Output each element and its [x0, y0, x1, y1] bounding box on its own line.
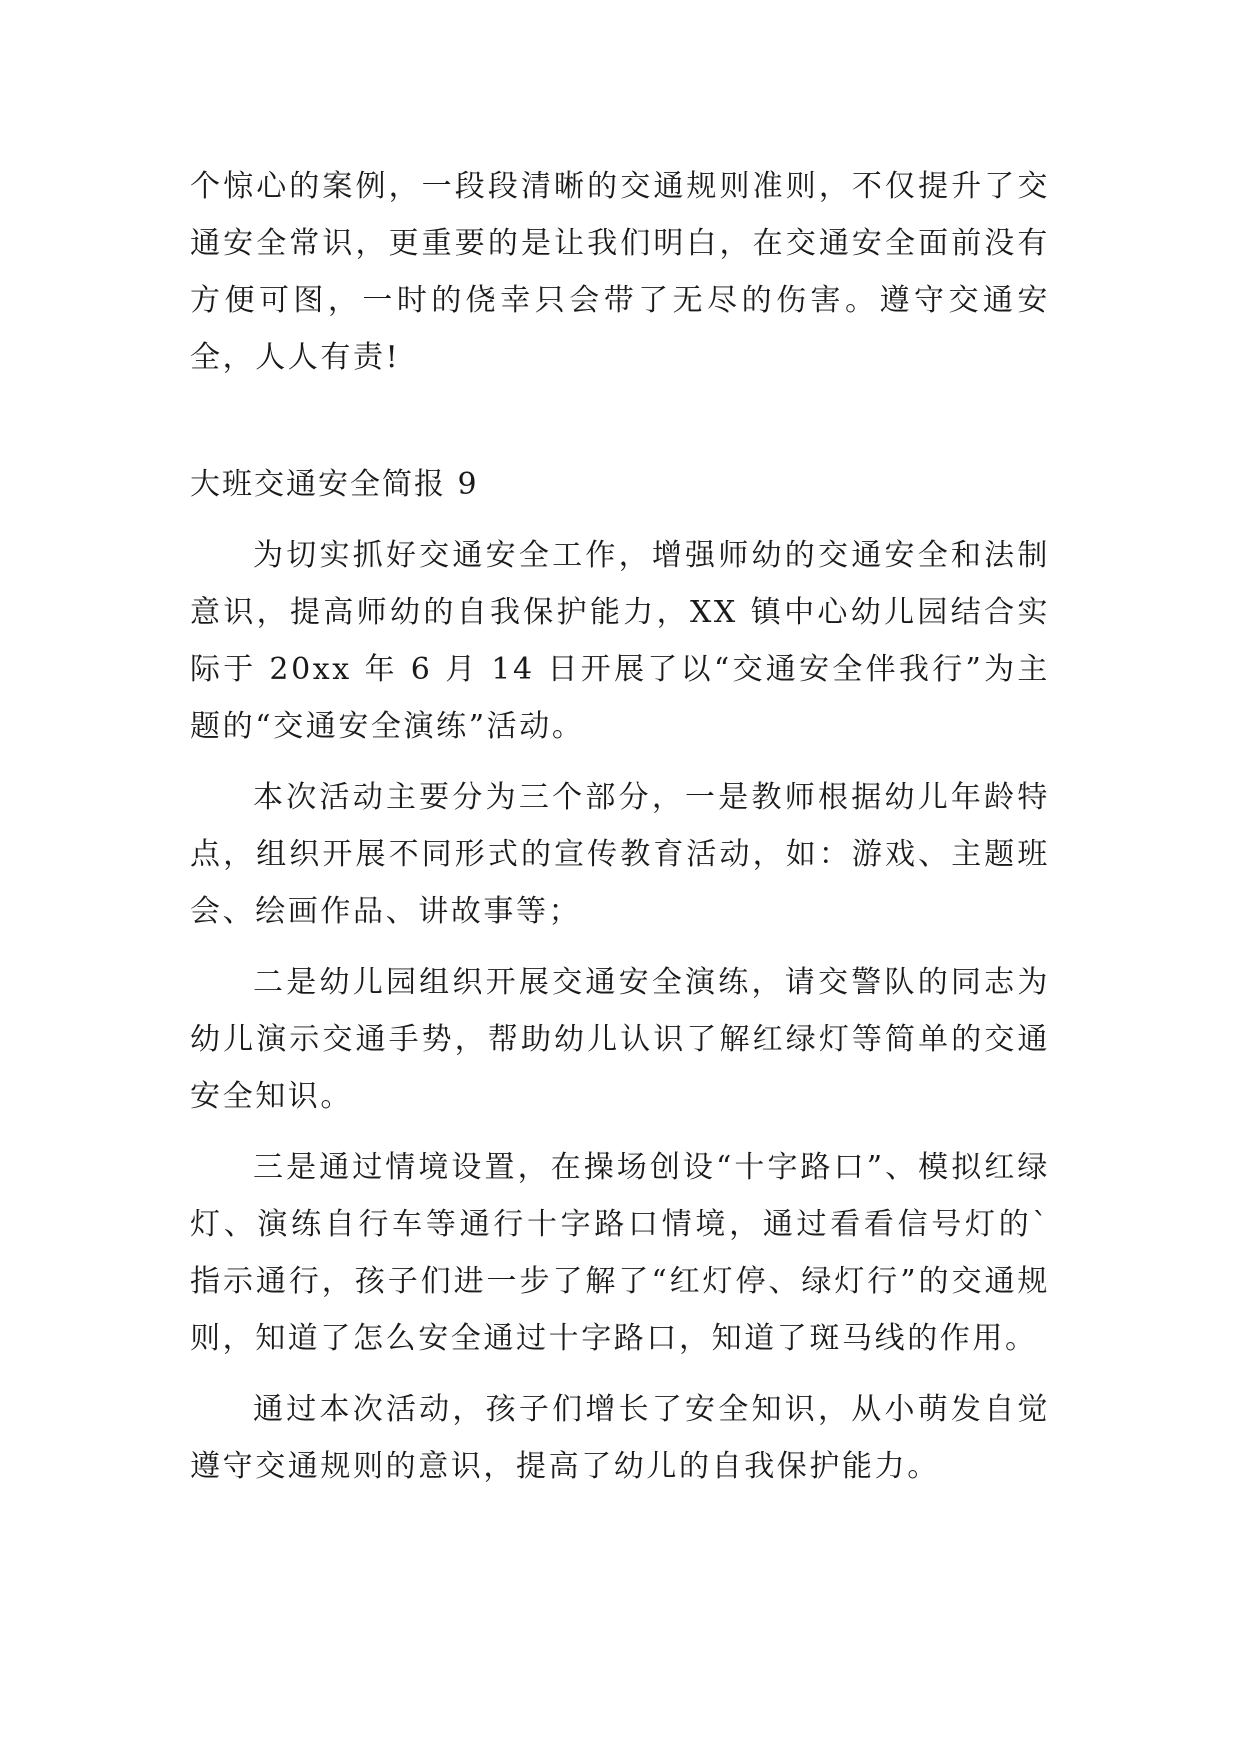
paragraph-intro: 为切实抓好交通安全工作，增强师幼的交通安全和法制意识，提高师幼的自我保护能力，XX 镇中心幼儿园结合实际于 20xx 年 6 月 14 日开展了以“交通安全伴我行”为主题的“交通安全演练”活动。 [190, 538, 1050, 744]
paragraph-part-two: 二是幼儿园组织开展交通安全演练，请交警队的同志为幼儿演示交通手势，帮助幼儿认识了解红绿灯等简单的交通安全知识。 [190, 965, 1050, 1114]
paragraph-part-one: 本次活动主要分为三个部分，一是教师根据幼儿年龄特点，组织开展不同形式的宣传教育活动，如：游戏、主题班会、绘画作品、讲故事等； [190, 780, 1050, 929]
paragraph-conclusion: 通过本次活动，孩子们增长了安全知识，从小萌发自觉遵守交通规则的意识，提高了幼儿的自我保护能力。 [190, 1392, 1050, 1484]
section-title: 大班交通安全简报 9 [190, 467, 479, 502]
paragraph-part-three: 三是通过情境设置，在操场创设“十字路口”、模拟红绿灯、演练自行车等通行十字路口情境，通过看看信号灯的`指示通行，孩子们进一步了解了“红灯停、绿灯行”的交通规则，知道了怎么安全通过十字路口，知道了斑马线的作用。 [190, 1150, 1050, 1356]
continuation-paragraph: 个惊心的案例，一段段清晰的交通规则准则，不仅提升了交通安全常识，更重要的是让我们明白，在交通安全面前没有方便可图，一时的侥幸只会带了无尽的伤害。遵守交通安全，人人有责! [190, 169, 1050, 375]
document-page [190, 158, 1050, 1495]
